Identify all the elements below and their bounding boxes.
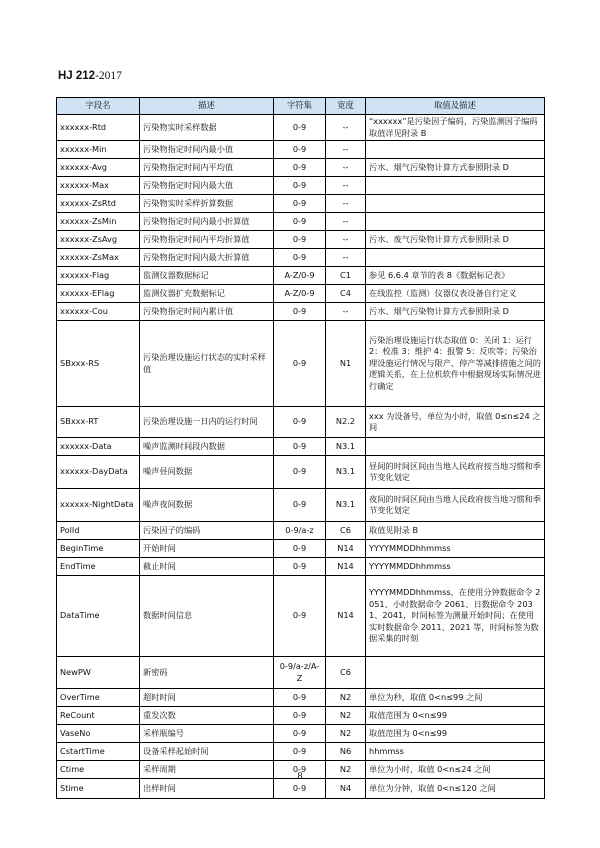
cell-description: 采样瓶编号 <box>140 725 274 743</box>
cell-width: N14 <box>326 540 366 558</box>
cell-width: -- <box>326 303 366 321</box>
page-number: 8 <box>297 771 303 782</box>
cell-field-name: xxxxxx-EFlag <box>57 285 140 303</box>
cell-charset: A-Z/0-9 <box>274 267 326 285</box>
cell-description: 污染物指定时间内累计值 <box>140 303 274 321</box>
cell-charset: 0-9 <box>274 761 326 779</box>
cell-field-name: xxxxxx-Rtd <box>57 115 140 141</box>
cell-value-description: 取值范围为 0<n≤99 <box>366 707 545 725</box>
cell-value-description: 污水、烟气污染物计算方式参照附录 D <box>366 159 545 177</box>
cell-description: 设备采样起始时间 <box>140 743 274 761</box>
table-header <box>57 98 545 115</box>
cell-width: N14 <box>326 558 366 576</box>
table-row <box>57 303 545 321</box>
header-width: 宽度 <box>326 98 366 115</box>
cell-description: 数据时间信息 <box>140 576 274 657</box>
table-row <box>57 489 545 522</box>
cell-value-description <box>366 195 545 213</box>
table-row <box>57 141 545 159</box>
header-description: 描述 <box>140 98 274 115</box>
cell-charset: 0-9 <box>274 159 326 177</box>
cell-charset: A-Z/0-9 <box>274 285 326 303</box>
table-row <box>57 285 545 303</box>
cell-width: C6 <box>326 522 366 540</box>
cell-charset: 0-9 <box>274 141 326 159</box>
cell-value-description <box>366 657 545 689</box>
cell-width: N2 <box>326 761 366 779</box>
cell-charset: 0-9 <box>274 438 326 456</box>
cell-width: N14 <box>326 576 366 657</box>
cell-width: -- <box>326 159 366 177</box>
cell-charset: 0-9 <box>274 558 326 576</box>
cell-field-name: DataTime <box>57 576 140 657</box>
cell-value-description: 污水、烟气污染物计算方式参照附录 D <box>366 303 545 321</box>
cell-field-name: EndTime <box>57 558 140 576</box>
table-row <box>57 576 545 657</box>
table-row <box>57 213 545 231</box>
cell-description: 出样时间 <box>140 779 274 799</box>
cell-charset: 0-9 <box>274 779 326 799</box>
table-row <box>57 231 545 249</box>
table-row <box>57 707 545 725</box>
cell-description: 污染物指定时间内最大折算值 <box>140 249 274 267</box>
field-definition-table <box>56 97 545 799</box>
cell-charset: 0-9 <box>274 177 326 195</box>
cell-field-name: xxxxxx-DayData <box>57 456 140 489</box>
cell-value-description: YYYYMMDDhhmmss <box>366 558 545 576</box>
cell-value-description: 昼间的时间区间由当地人民政府按当地习惯和季节变化划定 <box>366 456 545 489</box>
cell-field-name: VaseNo <box>57 725 140 743</box>
cell-charset: 0-9 <box>274 456 326 489</box>
cell-charset: 0-9 <box>274 249 326 267</box>
cell-field-name: xxxxxx-Flag <box>57 267 140 285</box>
cell-field-name: Stime <box>57 779 140 799</box>
cell-description: 污染因子的编码 <box>140 522 274 540</box>
cell-value-description: 单位为分钟，取值 0<n≤120 之间 <box>366 779 545 799</box>
cell-width: N3.1 <box>326 489 366 522</box>
cell-charset: 0-9/a-z <box>274 522 326 540</box>
table-row <box>57 267 545 285</box>
cell-width: N6 <box>326 743 366 761</box>
cell-charset: 0-9 <box>274 231 326 249</box>
table-row <box>57 195 545 213</box>
cell-value-description: 取值见附录 B <box>366 522 545 540</box>
cell-description: 监测仪器扩充数据标记 <box>140 285 274 303</box>
cell-width: -- <box>326 249 366 267</box>
cell-width: -- <box>326 231 366 249</box>
cell-description: 监测仪器数据标记 <box>140 267 274 285</box>
table-row <box>57 177 545 195</box>
cell-width: N2 <box>326 725 366 743</box>
cell-field-name: xxxxxx-Avg <box>57 159 140 177</box>
cell-description: 噪声昼间数据 <box>140 456 274 489</box>
cell-width: -- <box>326 177 366 195</box>
cell-width: N3.1 <box>326 456 366 489</box>
cell-field-name: xxxxxx-Min <box>57 141 140 159</box>
cell-description: 开始时间 <box>140 540 274 558</box>
cell-value-description: 单位为秒，取值 0<n≤99 之间 <box>366 689 545 707</box>
cell-charset: 0-9/a-z/A-Z <box>274 657 326 689</box>
table-row <box>57 159 545 177</box>
cell-width: C6 <box>326 657 366 689</box>
cell-value-description <box>366 249 545 267</box>
table-row <box>57 249 545 267</box>
cell-description: 截止时间 <box>140 558 274 576</box>
cell-field-name: Ctime <box>57 761 140 779</box>
cell-value-description <box>366 177 545 195</box>
cell-value-description: 在线监控（监测）仪器仪表设备自行定义 <box>366 285 545 303</box>
cell-description: 污染物实时采样折算数据 <box>140 195 274 213</box>
cell-description: 噪声监测时间段内数据 <box>140 438 274 456</box>
table-row <box>57 407 545 438</box>
header-charset: 字符集 <box>274 98 326 115</box>
cell-description: 污染物指定时间内最小折算值 <box>140 213 274 231</box>
cell-field-name: ReCount <box>57 707 140 725</box>
cell-field-name: xxxxxx-ZsMin <box>57 213 140 231</box>
cell-description: 污染物实时采样数据 <box>140 115 274 141</box>
cell-value-description: 污染治理设施运行状态取值 0：关闭 1：运行 2：校准 3：维护 4：报警 5：反吹等；污染治理设施运行情况与限产、停产等减排措施之间的逻辑关系，在上位机软件中根据现场实际情况进行确定 <box>366 321 545 407</box>
cell-charset: 0-9 <box>274 407 326 438</box>
cell-width: -- <box>326 195 366 213</box>
cell-field-name: PolId <box>57 522 140 540</box>
cell-value-description: 污水、废气污染物计算方式参照附录 D <box>366 231 545 249</box>
cell-charset: 0-9 <box>274 540 326 558</box>
cell-value-description: 夜间的时间区间由当地人民政府按当地习惯和季节变化划定 <box>366 489 545 522</box>
cell-description: 污染治理设施运行状态的实时采样值 <box>140 321 274 407</box>
cell-value-description: 取值范围为 0<n≤99 <box>366 725 545 743</box>
cell-field-name: BeginTime <box>57 540 140 558</box>
cell-value-description: “xxxxxx”是污染因子编码，污染监测因子编码取值详见附录 B <box>366 115 545 141</box>
cell-description: 污染治理设施一日内的运行时间 <box>140 407 274 438</box>
table-header-row <box>57 98 545 115</box>
cell-description: 污染物指定时间内最大值 <box>140 177 274 195</box>
cell-field-name: SBxxx-RT <box>57 407 140 438</box>
cell-field-name: xxxxxx-NightData <box>57 489 140 522</box>
cell-charset: 0-9 <box>274 321 326 407</box>
header-field-name: 字段名 <box>57 98 140 115</box>
cell-field-name: xxxxxx-ZsAvg <box>57 231 140 249</box>
cell-width: N2 <box>326 689 366 707</box>
cell-value-description: hhmmss <box>366 743 545 761</box>
cell-charset: 0-9 <box>274 743 326 761</box>
cell-field-name: CstartTime <box>57 743 140 761</box>
cell-width: N3.1 <box>326 438 366 456</box>
cell-width: N4 <box>326 779 366 799</box>
cell-field-name: SBxxx-RS <box>57 321 140 407</box>
cell-charset: 0-9 <box>274 689 326 707</box>
table-row <box>57 321 545 407</box>
cell-width: N2 <box>326 707 366 725</box>
cell-charset: 0-9 <box>274 489 326 522</box>
table-row <box>57 657 545 689</box>
cell-description: 噪声夜间数据 <box>140 489 274 522</box>
cell-charset: 0-9 <box>274 725 326 743</box>
cell-charset: 0-9 <box>274 707 326 725</box>
cell-value-description <box>366 438 545 456</box>
cell-width: C1 <box>326 267 366 285</box>
cell-charset: 0-9 <box>274 576 326 657</box>
cell-value-description: YYYYMMDDhhmmss，在使用分钟数据命令 2051、小时数据命令 2061、日数据命令 2031、2041，时间标签为测量开始时间；在使用实时数据命令 2011、2021 等，时间标签为数据采集的时刻 <box>366 576 545 657</box>
cell-width: N2.2 <box>326 407 366 438</box>
cell-charset: 0-9 <box>274 195 326 213</box>
table-row <box>57 689 545 707</box>
cell-field-name: xxxxxx-ZsRtd <box>57 195 140 213</box>
table-row <box>57 725 545 743</box>
cell-description: 污染物指定时间内最小值 <box>140 141 274 159</box>
cell-description: 采样周期 <box>140 761 274 779</box>
cell-value-description: YYYYMMDDhhmmss <box>366 540 545 558</box>
cell-field-name: NewPW <box>57 657 140 689</box>
cell-description: 污染物指定时间内平均折算值 <box>140 231 274 249</box>
table-row <box>57 438 545 456</box>
cell-description: 重发次数 <box>140 707 274 725</box>
header-value-description: 取值及描述 <box>366 98 545 115</box>
cell-charset: 0-9 <box>274 303 326 321</box>
table-row <box>57 540 545 558</box>
cell-value-description: xxx 为设备号，单位为小时，取值 0≤n≤24 之间 <box>366 407 545 438</box>
cell-field-name: xxxxxx-Cou <box>57 303 140 321</box>
table-row <box>57 115 545 141</box>
cell-width: C4 <box>326 285 366 303</box>
cell-field-name: xxxxxx-ZsMax <box>57 249 140 267</box>
cell-width: -- <box>326 213 366 231</box>
cell-width: N1 <box>326 321 366 407</box>
cell-value-description: 单位为小时，取值 0<n≤24 之间 <box>366 761 545 779</box>
cell-field-name: OverTime <box>57 689 140 707</box>
cell-width: -- <box>326 115 366 141</box>
cell-width: -- <box>326 141 366 159</box>
cell-description: 新密码 <box>140 657 274 689</box>
cell-charset: 0-9 <box>274 115 326 141</box>
document-code-prefix: HJ 212 <box>58 70 96 82</box>
cell-field-name: xxxxxx-Data <box>57 438 140 456</box>
cell-value-description: 参见 6.6.4 章节的表 8《数据标记表》 <box>366 267 545 285</box>
cell-value-description <box>366 213 545 231</box>
document-code-suffix: -2017 <box>95 70 122 82</box>
cell-description: 超时时间 <box>140 689 274 707</box>
cell-charset: 0-9 <box>274 213 326 231</box>
table-body <box>57 115 545 799</box>
table-row <box>57 522 545 540</box>
cell-field-name: xxxxxx-Max <box>57 177 140 195</box>
table-row <box>57 456 545 489</box>
document-code <box>58 70 122 82</box>
cell-value-description <box>366 141 545 159</box>
cell-description: 污染物指定时间内平均值 <box>140 159 274 177</box>
table-row <box>57 558 545 576</box>
table-row <box>57 743 545 761</box>
